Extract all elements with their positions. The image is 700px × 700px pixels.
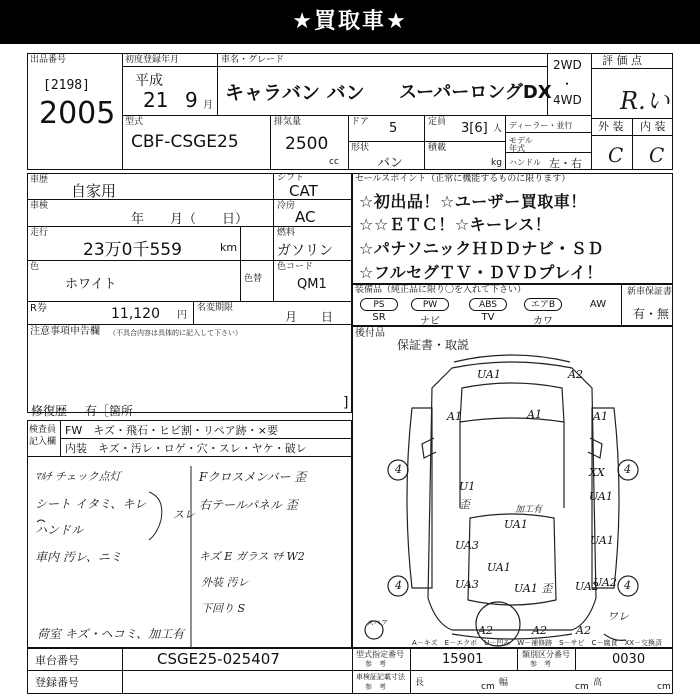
model-label: 型式 <box>125 117 144 127</box>
vehicle-damage-diagram <box>352 348 673 648</box>
lot-number: 2005 <box>39 96 116 131</box>
inspection-label: 車検 <box>30 201 49 211</box>
load-label: 積載 <box>428 143 447 153</box>
damage-mark: A2 <box>568 368 583 381</box>
damage-mark: A1 <box>527 408 542 421</box>
inspection-value: 年 月（ 日） <box>131 212 249 227</box>
drive-dot: ・ <box>561 77 574 91</box>
dim-length-unit: cm <box>481 682 495 692</box>
type-cert-sub: 参 考 <box>365 660 386 668</box>
equip-pw: PW <box>411 298 449 311</box>
sales-points-label: セールスポイント（正常に機能するものに限ります） <box>355 174 571 184</box>
damage-mark: 4 <box>624 463 631 476</box>
damage-mark: UA1 <box>590 534 614 547</box>
equip-ps: PS <box>360 298 398 311</box>
inspector-note-right: Fクロスメンバー 歪 <box>199 470 307 484</box>
car-grade: スーパーロングDX <box>399 82 552 103</box>
damage-mark: UA2 <box>593 576 617 589</box>
lot-label: 出品番号 <box>30 55 67 65</box>
recycle-label: R券 <box>30 303 47 314</box>
color-no-label: 色替 <box>244 274 263 284</box>
name-change-value: 月 日 <box>285 310 334 324</box>
damage-mark: UA1 <box>504 518 528 531</box>
inspector-note: ﾏﾙﾁ チェック点灯 <box>35 470 121 483</box>
equip-airbag: エアB <box>524 298 562 311</box>
damage-mark: UA1 <box>589 490 613 503</box>
load-unit: kg <box>491 158 502 168</box>
damage-mark: UA3 <box>455 578 479 591</box>
inspector-label: 検査員 記入欄 <box>29 425 57 447</box>
damage-mark: UA3 <box>455 539 479 552</box>
usage-label: 車歴 <box>30 175 49 185</box>
repair-label: 修復歴 <box>31 404 68 418</box>
damage-mark: 歪 <box>459 498 470 511</box>
new-car-label: 新車保証書 <box>627 287 673 297</box>
equip-aw: AW <box>589 299 607 310</box>
fuel-label: 燃料 <box>277 228 296 238</box>
repair-bracket: ] <box>343 395 349 411</box>
inspector-note: ハンドル <box>35 523 84 537</box>
recycle-value: 11,120 <box>111 306 160 322</box>
damage-mark: XX <box>589 466 605 479</box>
damage-mark: U1 <box>459 480 476 493</box>
chassis-label: 車台番号 <box>35 654 79 667</box>
damage-mark: A2 <box>478 624 493 637</box>
mileage-label: 走行 <box>30 228 49 238</box>
dim-height-unit: cm <box>657 682 671 692</box>
exterior-label: 外 装 <box>598 120 624 133</box>
class-sub: 参 考 <box>530 660 551 668</box>
inspector-row-interior: 内装 キズ・汚レ・ロゲ・穴・スレ・ヤケ・破レ <box>65 442 307 455</box>
dealer-label: ディーラー・並行 <box>509 121 573 130</box>
class-label: 類別区分番号 <box>522 650 570 659</box>
damage-mark: UA1 歪 <box>514 582 553 595</box>
km-unit: km <box>220 241 238 254</box>
reg-month-unit: 月 <box>203 100 213 111</box>
inspector-row-fw: FW キズ・飛石・ヒビ割・リペア跡・×要 <box>65 424 278 437</box>
color-value: ホワイト <box>65 277 117 292</box>
doors-label: ドア <box>351 117 369 127</box>
auction-banner: ★買取車★ <box>0 0 700 44</box>
handle-label: ハンドル <box>509 158 541 167</box>
car-name: キャラバン バン <box>225 82 365 104</box>
spare-label: スペア <box>367 619 388 627</box>
class-value: 0030 <box>612 652 646 667</box>
fuel-value: ガソリン <box>277 243 333 259</box>
damage-mark: A1 <box>593 410 608 423</box>
displacement-label: 排気量 <box>274 117 302 127</box>
drive-2wd: 2WD <box>553 58 582 72</box>
equip-navi: ナビ <box>420 316 440 327</box>
inspector-note: シート イタミ、キレ <box>35 497 147 511</box>
inspector-note: 荷室 キズ・ヘコミ、加工有 <box>37 627 185 641</box>
drive-4wd: 4WD <box>553 93 582 107</box>
model-value: CBF-CSGE25 <box>131 132 239 152</box>
chassis-value: CSGE25-025407 <box>157 650 280 668</box>
inspector-sketch-lines <box>27 456 352 648</box>
auction-sheet <box>27 48 700 700</box>
dim-width-label: 幅 <box>499 678 509 688</box>
damage-mark: A2 <box>532 624 547 637</box>
color-label: 色 <box>30 262 40 272</box>
inspector-note-right: 下回り S <box>201 602 246 615</box>
dims-sub: 参 考 <box>365 683 386 691</box>
attachments-value: 保証書・取説 <box>397 338 470 352</box>
color-code-value: QM1 <box>297 277 327 292</box>
reg-no-label: 登録番号 <box>35 676 79 689</box>
sales-point-line: ☆パナソニックＨＤＤナビ・ＳＤ <box>359 239 604 258</box>
damage-mark: UA1 <box>477 368 501 381</box>
lot-sub: [2198] <box>43 78 90 93</box>
usage-value: 自家用 <box>71 182 117 200</box>
damage-mark: UA1 <box>487 561 511 574</box>
equip-tv: TV <box>481 312 495 323</box>
dim-length-label: 長 <box>415 678 425 688</box>
type-cert-label: 型式指定番号 <box>356 650 404 659</box>
damage-mark: 4 <box>624 579 631 592</box>
era: 平成 <box>135 73 163 89</box>
new-car-value: 有・無 <box>633 307 670 321</box>
score-label: 評 価 点 <box>602 54 642 67</box>
doors-value: 5 <box>389 121 398 136</box>
type-cert-value: 15901 <box>442 652 484 667</box>
inspector-note-right: 外装 汚レ <box>201 576 249 589</box>
mileage-value: 23万0千559 <box>83 240 182 260</box>
name-label: 車名・グレード <box>221 55 285 65</box>
aircon-label: 冷房 <box>277 201 296 211</box>
exterior-grade: C <box>608 143 624 167</box>
interior-grade: C <box>649 143 665 167</box>
yen-unit: 円 <box>177 310 187 321</box>
reg-year: 21 <box>143 88 169 112</box>
damage-mark: A1 <box>447 410 462 423</box>
sales-point-line: ☆フルセグＴＶ・ＤＶＤプレイ！ <box>359 263 603 282</box>
inspector-bracket-note: スレ <box>173 508 195 521</box>
cc-unit: cc <box>329 157 339 167</box>
damage-mark: 4 <box>395 579 402 592</box>
name-change-label: 名変期限 <box>197 303 234 313</box>
reg-month: 9 <box>185 88 198 112</box>
dim-height-label: 高 <box>593 678 603 688</box>
damage-mark: UA2 <box>575 580 599 593</box>
damage-mark: 4 <box>395 463 402 476</box>
body-label: 形状 <box>351 143 370 153</box>
capacity-unit: 人 <box>493 124 503 134</box>
score-value: R.い <box>620 87 670 115</box>
displacement-value: 2500 <box>285 134 329 154</box>
notes-label: 注意事項申告欄 <box>30 326 100 337</box>
body-value: バン <box>377 156 404 171</box>
equip-leather: カワ <box>533 316 553 327</box>
sales-point-line: ☆初出品！☆ユーザー買取車！ <box>359 192 587 211</box>
equip-abs: ABS <box>469 298 507 311</box>
damage-legend: A－キズ E－エクボ U－凹み W－補修跡 S－サビ C－腐食 XX－交換済 <box>412 639 663 647</box>
shift-label: シフト <box>277 173 305 183</box>
equipment-label: 装備品（純正品に限り〇を入れて下さい） <box>355 285 527 295</box>
aircon-value: AC <box>295 208 316 226</box>
inspector-note-right: キズ E ガラス ﾏﾁ W2 <box>199 550 305 563</box>
damage-mark: A2 <box>576 624 591 637</box>
interior-label: 内 装 <box>640 120 666 133</box>
equip-sr: SR <box>372 312 386 323</box>
model-year-label: モデル 年式 <box>509 136 533 153</box>
capacity-label: 定員 <box>428 117 447 127</box>
color-code-label: 色コード <box>277 262 314 272</box>
inspector-note-right: 右テールパネル 歪 <box>199 498 298 512</box>
notes-sub: （不具合内容は具体的に記入して下さい） <box>109 329 242 337</box>
handle-value: 左・右 <box>549 157 582 170</box>
capacity-value: 3[6] <box>461 121 488 136</box>
damage-mark: ワレ <box>607 610 629 623</box>
dim-width-unit: cm <box>575 682 589 692</box>
reg-label: 初度登録年月 <box>125 55 180 65</box>
damage-mark: 加工有 <box>515 505 543 515</box>
shift-value: CAT <box>289 182 318 200</box>
sales-point-line: ☆☆ＥＴＣ！☆キーレス！ <box>359 215 552 234</box>
attachments-label: 後付品 <box>355 328 385 339</box>
inspector-note: 車内 汚レ、ニミ <box>35 550 122 564</box>
repair-value: 有［箇所 <box>85 404 134 418</box>
dims-label: 車検証記載寸法 <box>356 673 405 681</box>
